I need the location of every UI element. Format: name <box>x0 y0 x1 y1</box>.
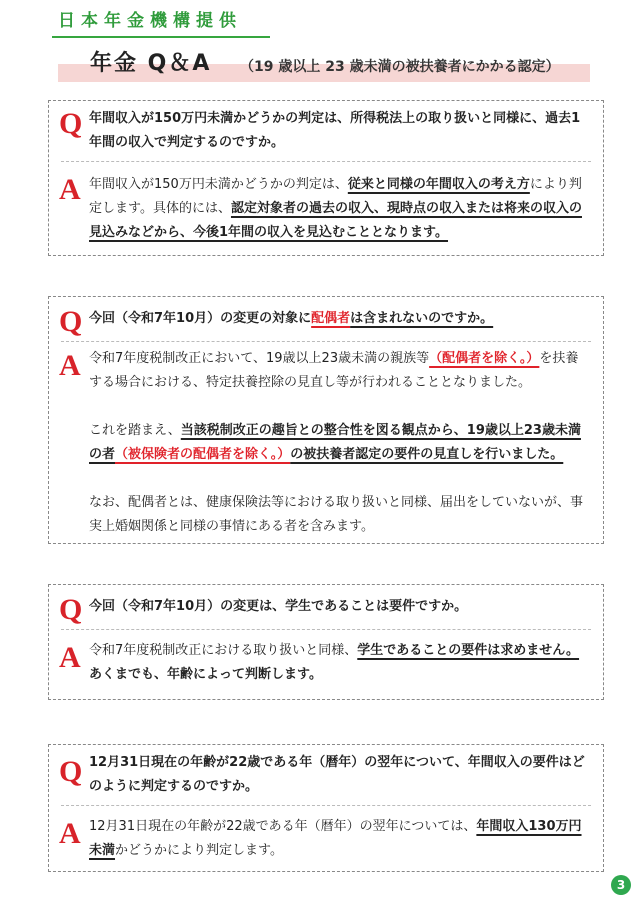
answer-text <box>89 639 589 687</box>
answer-emphasis: 学生であることの要件は求めません。 <box>357 643 580 658</box>
a-mark-icon: A <box>59 817 81 850</box>
answer-paragraph-3: なお、配偶者とは、健康保険法等における取り扱いと同様、届出をしていないが、事実上婚姻関係と同様の事情にある者を含みます。 <box>89 495 584 534</box>
page-title: 年金 Q＆A <box>90 51 212 76</box>
page-subtitle: （19 歳以上 23 歳未満の被扶養者にかかる認定） <box>240 59 560 75</box>
a-mark-icon: A <box>59 173 81 206</box>
question-text: 12月31日現在の年齢が22歳である年（暦年）の翌年について、年間収入の要件はどのように判定するのですか。 <box>89 755 585 794</box>
answer-text-part: 令和7年度税制改正において、19歳以上23歳未満の親族等 <box>89 351 430 366</box>
answer-text <box>89 815 589 863</box>
page-number-badge: 3 <box>611 875 631 895</box>
a-mark-icon: A <box>59 349 81 382</box>
answer-emphasis: 従来と同様の年間収入の考え方 <box>347 177 530 192</box>
answer-emphasis: 認定対象者の過去の収入、現時点の収入または将来の収入の見込みなどから、今後1年間の収入を見込むこととなります。 <box>89 201 582 240</box>
answer-emphasis: 当該税制改正の趣旨との整合性を図る観点から、19歳以上23歳未満の者 <box>89 423 581 462</box>
question-text: 年間収入が150万円未満かどうかの判定は、所得税法上の取り扱いと同様に、過去1年間の収入で判定するのですか。 <box>89 111 581 150</box>
q-mark-icon: Q <box>59 593 83 626</box>
qa-card-2 <box>48 296 604 544</box>
answer-text-bold: あくまでも、年齢によって判断します。 <box>89 667 322 682</box>
qa-card-4 <box>48 744 604 872</box>
question-text-part: は含まれないのですか。 <box>350 311 494 326</box>
answer-emphasis-red: （配偶者を除く。） <box>429 351 540 366</box>
qa-divider <box>61 805 591 806</box>
answer-emphasis: の被扶養者認定の要件の見直しを行いました。 <box>290 447 564 462</box>
qa-divider <box>61 629 591 630</box>
answer-paragraph-2 <box>89 419 589 467</box>
answer-text <box>89 173 589 245</box>
qa-card-3 <box>48 584 604 700</box>
question-emphasis-red: 配偶者 <box>311 311 351 326</box>
answer-emphasis-red: （被保険者の配偶者を除く。） <box>115 447 291 462</box>
answer-text-part: により判定します。具体的には、 <box>89 177 582 216</box>
org-label: 日本年金機構提供 <box>52 8 270 38</box>
answer-text-part: かどうかにより判定します。 <box>115 843 283 858</box>
answer-text-part: これを踏まえ、 <box>89 423 181 438</box>
q-mark-icon: Q <box>59 305 83 338</box>
q-mark-icon: Q <box>59 107 83 140</box>
question-text: 今回（令和7年10月）の変更は、学生であることは要件ですか。 <box>89 599 468 614</box>
a-mark-icon: A <box>59 641 81 674</box>
q-mark-icon: Q <box>59 755 83 788</box>
qa-divider <box>61 161 591 162</box>
answer-text-part: 12月31日現在の年齢が22歳である年（暦年）の翌年については、 <box>89 819 477 834</box>
question-text <box>89 307 589 331</box>
question-text-part: 今回（令和7年10月）の変更の対象に <box>89 311 312 326</box>
qa-divider <box>61 341 591 342</box>
answer-paragraph-1 <box>89 347 589 395</box>
qa-card-1 <box>48 100 604 256</box>
answer-text-part: 令和7年度税制改正における取り扱いと同様、 <box>89 643 358 658</box>
answer-text-part: 年間収入が150万円未満かどうかの判定は、 <box>89 177 348 192</box>
answer-text-part: を扶養する場合における、特定扶養控除の見直し等が行われることとなりました。 <box>89 351 579 390</box>
answer-emphasis: 年間収入130万円未満 <box>89 819 582 858</box>
